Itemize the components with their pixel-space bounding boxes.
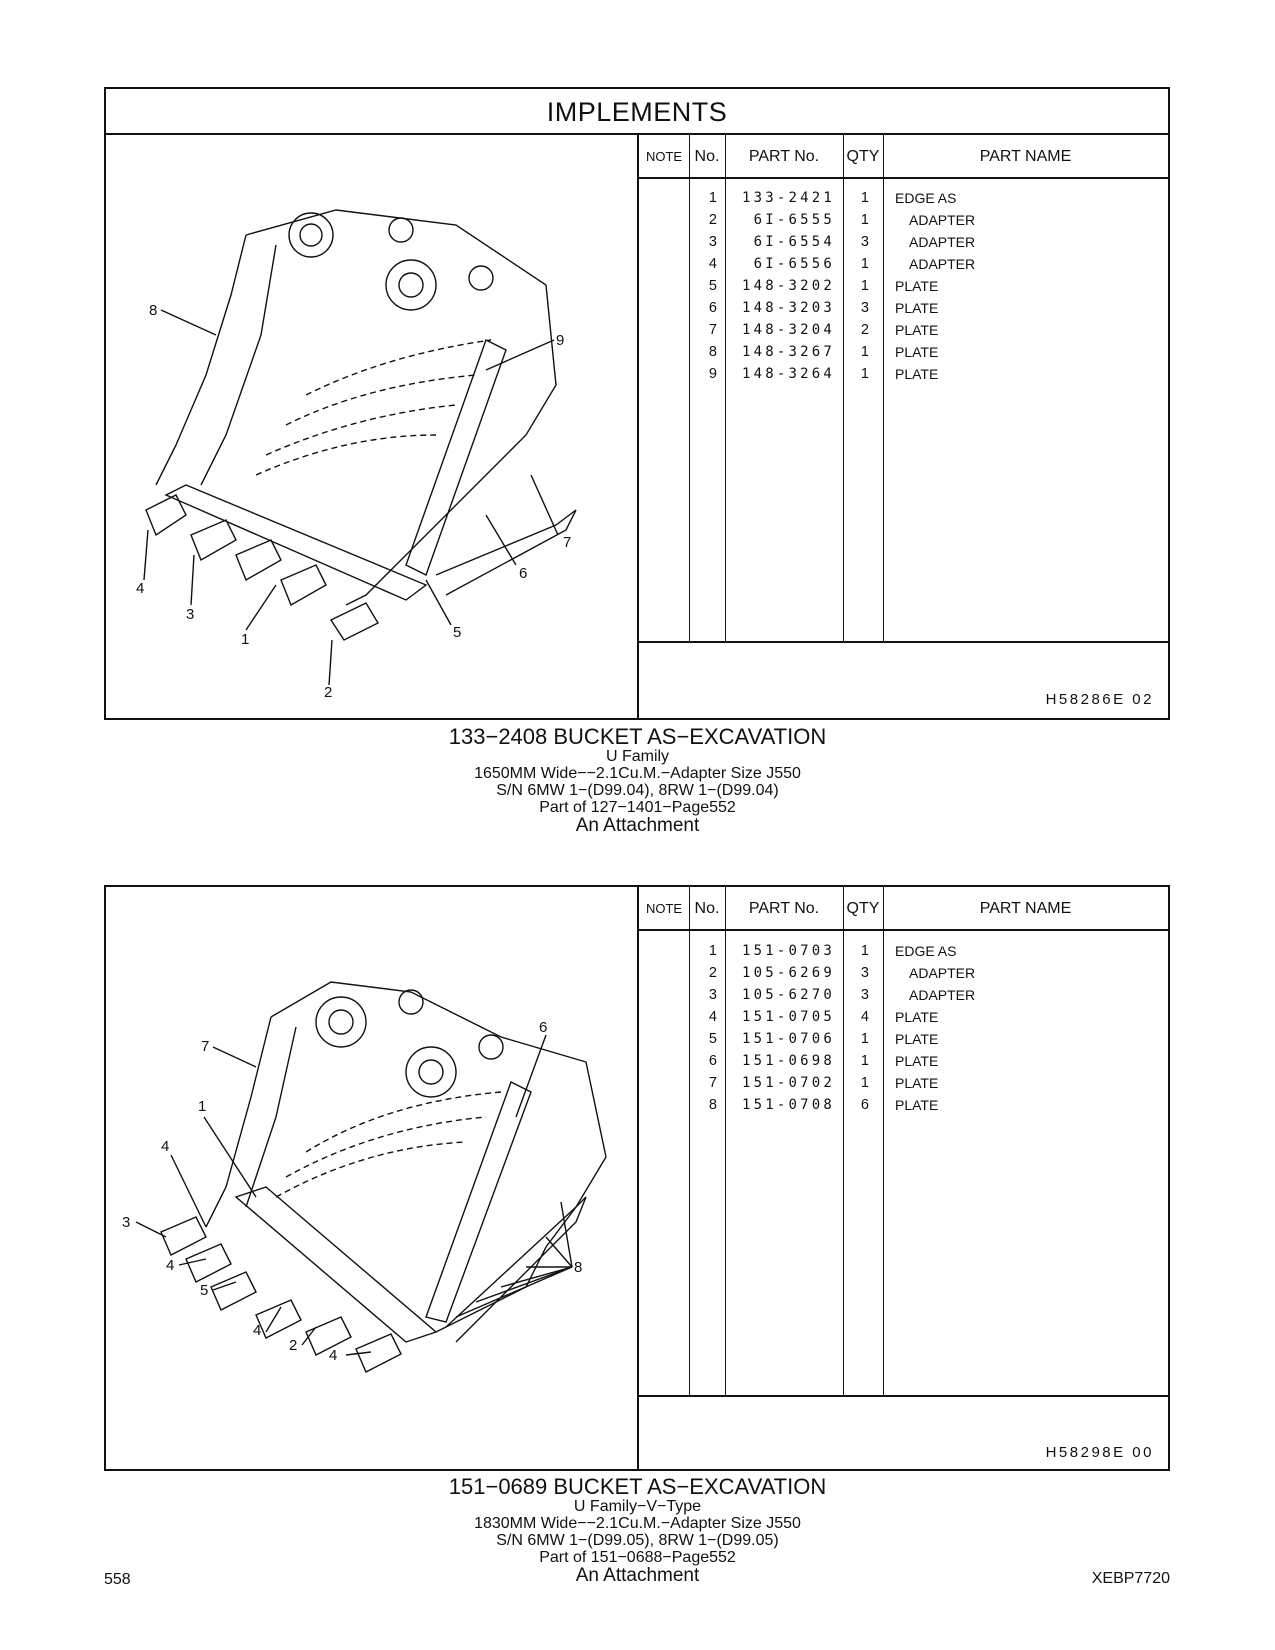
callout-5: 5 (200, 1282, 209, 1299)
table-row: 5 151-0706 1 PLATE (708, 1031, 939, 1047)
header-part-no: PART No. (748, 148, 820, 165)
table-row: 1 151-0703 1 EDGE AS (708, 943, 957, 959)
caption-line: 1650MM Wide−−2.1Cu.M.−Adapter Size J550 (474, 765, 801, 782)
table-row: 8 148-3267 1 PLATE (708, 344, 939, 360)
header-no: No. (694, 900, 720, 917)
callout-3: 3 (186, 606, 195, 623)
table-row: 3 6I-6554 3 ADAPTER (708, 234, 976, 250)
callout-8: 8 (574, 1259, 583, 1276)
parts-panel-2 (104, 885, 1170, 1471)
table-row: 2 105-6269 3 ADAPTER (708, 965, 976, 981)
header-part-name: PART NAME (979, 148, 1072, 165)
callout-7: 7 (563, 534, 572, 551)
header-no: No. (694, 148, 720, 165)
document-code: XEBP7720 (1091, 1570, 1170, 1587)
callout-2: 2 (324, 684, 333, 701)
callout-4: 4 (329, 1347, 338, 1364)
header-part-name: PART NAME (979, 900, 1072, 917)
table-row: 4 6I-6556 1 ADAPTER (708, 256, 976, 272)
page-title: IMPLEMENTS (106, 89, 1168, 135)
table-row: 9 148-3264 1 PLATE (708, 366, 939, 382)
bucket-drawing-2 (106, 887, 637, 1471)
caption-2 (0, 1476, 1275, 1585)
parts-table-1 (639, 135, 1168, 720)
caption-line: S/N 6MW 1−(D99.04), 8RW 1−(D99.04) (496, 782, 779, 799)
table-row: 6 151-0698 1 PLATE (708, 1053, 939, 1069)
callout-4: 4 (136, 580, 145, 597)
callout-7: 7 (201, 1038, 210, 1055)
table-header (639, 135, 1168, 179)
callout-1: 1 (241, 631, 250, 648)
caption-line: Part of 127−1401−Page552 (539, 799, 736, 816)
caption-line: S/N 6MW 1−(D99.05), 8RW 1−(D99.05) (496, 1532, 779, 1549)
table-row: 1 133-2421 1 EDGE AS (708, 190, 957, 206)
bucket-illustration-2 (106, 887, 639, 1471)
table-header (639, 887, 1168, 931)
illustration-code: H58298E 00 (1045, 1444, 1154, 1461)
header-qty: QTY (846, 900, 880, 917)
table-row: 6 148-3203 3 PLATE (708, 300, 939, 316)
header-part-no: PART No. (748, 900, 820, 917)
caption-line: U Family−V−Type (573, 1498, 702, 1515)
header-note: NOTE (645, 901, 683, 916)
caption-1 (0, 726, 1275, 835)
page-number: 558 (104, 1571, 131, 1588)
bucket-illustration-1 (106, 135, 639, 720)
caption-line: 1830MM Wide−−2.1Cu.M.−Adapter Size J550 (474, 1515, 801, 1532)
illustration-footer (639, 1395, 1168, 1473)
callout-6: 6 (539, 1019, 548, 1036)
header-note: NOTE (645, 149, 683, 164)
bucket-drawing-1 (106, 135, 637, 720)
callout-9: 9 (556, 332, 565, 349)
table-row: 3 105-6270 3 ADAPTER (708, 987, 976, 1003)
assembly-title: 133−2408 BUCKET AS−EXCAVATION (448, 724, 827, 749)
table-row: 4 151-0705 4 PLATE (708, 1009, 939, 1025)
callout-5: 5 (453, 624, 462, 641)
callout-4: 4 (161, 1138, 170, 1155)
callout-2: 2 (289, 1337, 298, 1354)
callout-4: 4 (166, 1257, 175, 1274)
table-row: 8 151-0708 6 PLATE (708, 1097, 939, 1113)
callout-8: 8 (149, 302, 158, 319)
parts-table-2 (639, 887, 1168, 1471)
callout-1: 1 (198, 1098, 207, 1115)
caption-attachment: An Attachment (575, 815, 700, 836)
callout-6: 6 (519, 565, 528, 582)
illustration-footer (639, 641, 1168, 720)
table-row: 5 148-3202 1 PLATE (708, 278, 939, 294)
illustration-code: H58286E 02 (1045, 691, 1154, 708)
callout-3: 3 (122, 1214, 131, 1231)
assembly-title: 151−0689 BUCKET AS−EXCAVATION (448, 1474, 827, 1499)
caption-line: U Family (605, 748, 670, 765)
table-row: 7 151-0702 1 PLATE (708, 1075, 939, 1091)
caption-line: Part of 151−0688−Page552 (539, 1549, 736, 1566)
parts-panel-1 (104, 87, 1170, 720)
caption-attachment: An Attachment (575, 1565, 700, 1586)
table-row: 7 148-3204 2 PLATE (708, 322, 939, 338)
table-row: 2 6I-6555 1 ADAPTER (708, 212, 976, 228)
callout-4: 4 (253, 1322, 262, 1339)
header-qty: QTY (846, 148, 880, 165)
